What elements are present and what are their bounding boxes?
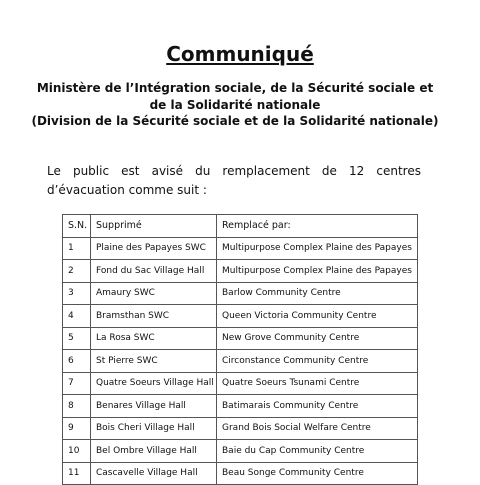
cell-removed: La Rosa SWC: [91, 327, 217, 350]
header-sn: S.N.: [63, 215, 91, 238]
cell-replaced-by: New Grove Community Centre: [217, 327, 418, 350]
table-row: [63, 395, 418, 418]
table-row: [63, 237, 418, 260]
cell-replaced-by: Circonstance Community Centre: [217, 350, 418, 373]
cell-sn: 11: [63, 462, 91, 485]
cell-sn: 9: [63, 417, 91, 440]
table-row: [63, 305, 418, 328]
cell-replaced-by: Barlow Community Centre: [217, 282, 418, 305]
cell-replaced-by: Beau Songe Community Centre: [217, 462, 418, 485]
table-row: [63, 417, 418, 440]
document-title: Communiqué: [166, 42, 314, 66]
cell-sn: 10: [63, 440, 91, 463]
table-row: [63, 462, 418, 485]
cell-sn: 4: [63, 305, 91, 328]
header-replaced-by: Remplacé par:: [217, 215, 418, 238]
cell-sn: 5: [63, 327, 91, 350]
header-removed: Supprimé: [91, 215, 217, 238]
cell-removed: Plaine des Papayes SWC: [91, 237, 217, 260]
table-row: [63, 327, 418, 350]
cell-sn: 2: [63, 260, 91, 283]
cell-removed: St Pierre SWC: [91, 350, 217, 373]
cell-replaced-by: Baie du Cap Community Centre: [217, 440, 418, 463]
cell-removed: Quatre Soeurs Village Hall: [91, 372, 217, 395]
cell-sn: 7: [63, 372, 91, 395]
cell-removed: Amaury SWC: [91, 282, 217, 305]
ministry-heading: [0, 80, 470, 130]
ministry-line: de la Solidarité nationale: [149, 97, 321, 112]
division-line: (Division de la Sécurité sociale et de la Solidarité nationale): [31, 114, 439, 128]
cell-replaced-by: Queen Victoria Community Centre: [217, 305, 418, 328]
cell-replaced-by: Quatre Soeurs Tsunami Centre: [217, 372, 418, 395]
cell-sn: 8: [63, 395, 91, 418]
ministry-line: Ministère de l’Intégration sociale, de la Sécurité sociale et: [36, 81, 434, 95]
cell-removed: Fond du Sac Village Hall: [91, 260, 217, 283]
cell-replaced-by: Multipurpose Complex Plaine des Papayes: [217, 237, 418, 260]
cell-removed: Bel Ombre Village Hall: [91, 440, 217, 463]
table-row: [63, 282, 418, 305]
cell-removed: Bois Cheri Village Hall: [91, 417, 217, 440]
intro-paragraph: Le public est avisé du remplacement de 12 centres d’évacuation comme suit :: [47, 164, 421, 197]
table-row: [63, 260, 418, 283]
table-row: [63, 350, 418, 373]
cell-replaced-by: Grand Bois Social Welfare Centre: [217, 417, 418, 440]
cell-replaced-by: Multipurpose Complex Plaine des Papayes: [217, 260, 418, 283]
cell-removed: Cascavelle Village Hall: [91, 462, 217, 485]
cell-sn: 6: [63, 350, 91, 373]
table-header-row: [63, 215, 418, 238]
cell-sn: 1: [63, 237, 91, 260]
table-row: [63, 372, 418, 395]
cell-sn: 3: [63, 282, 91, 305]
cell-removed: Bramsthan SWC: [91, 305, 217, 328]
evacuation-centres-table: [62, 214, 418, 485]
cell-removed: Benares Village Hall: [91, 395, 217, 418]
cell-replaced-by: Batimarais Community Centre: [217, 395, 418, 418]
table-row: [63, 440, 418, 463]
